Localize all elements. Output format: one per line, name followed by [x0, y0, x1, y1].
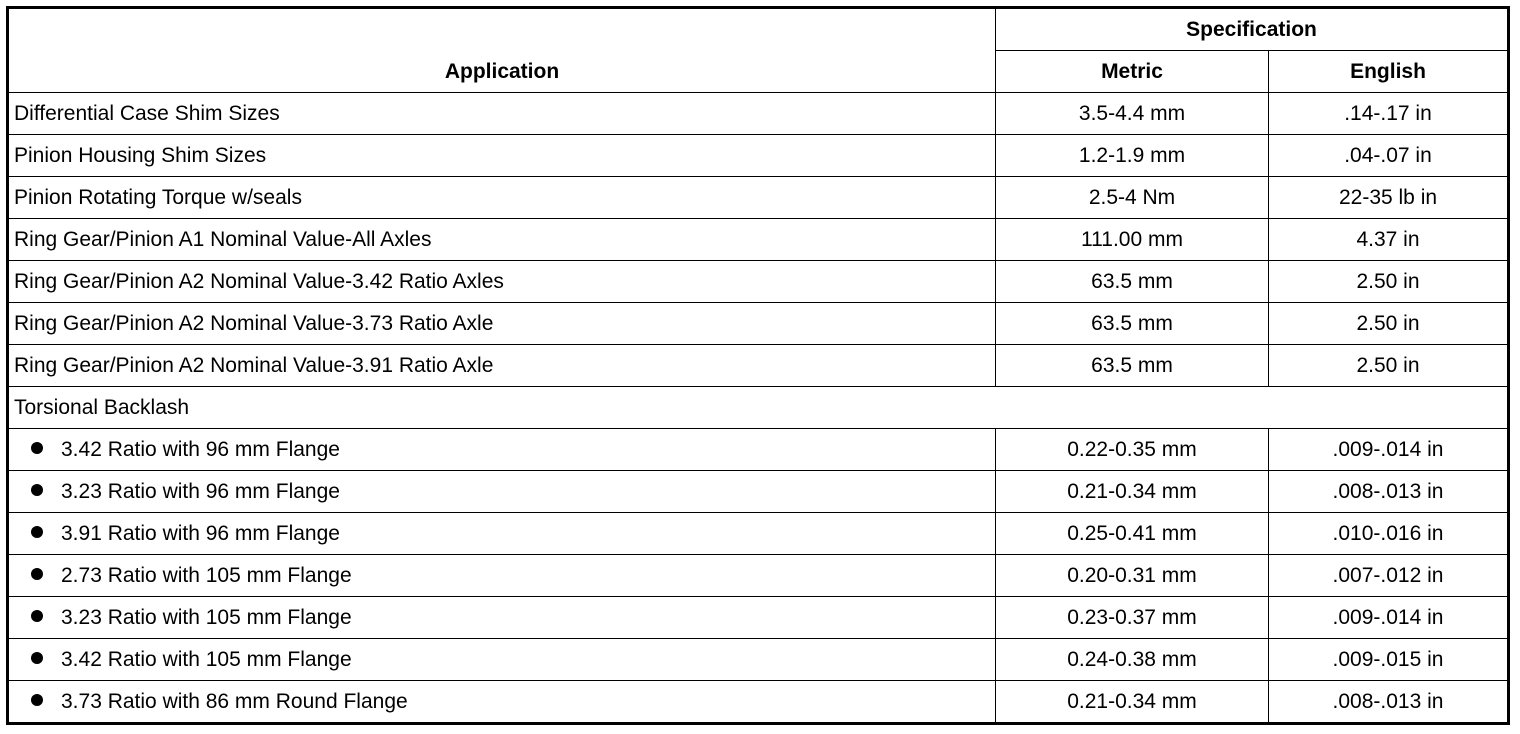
application-text: 3.42 Ratio with 96 mm Flange [61, 438, 340, 461]
table-row [8, 513, 1509, 555]
metric-cell: 111.00 mm [996, 219, 1269, 261]
table-row [8, 555, 1509, 597]
table-row [8, 681, 1509, 724]
application-cell [8, 429, 996, 471]
metric-cell: 0.20-0.31 mm [996, 555, 1269, 597]
table-row [8, 471, 1509, 513]
metric-cell: 63.5 mm [996, 261, 1269, 303]
table-row [8, 219, 1509, 261]
english-cell: 2.50 in [1269, 303, 1509, 345]
table-row [8, 135, 1509, 177]
table-row [8, 303, 1509, 345]
metric-cell: 0.25-0.41 mm [996, 513, 1269, 555]
application-cell: Ring Gear/Pinion A2 Nominal Value-3.91 Ratio Axle [8, 345, 996, 387]
application-cell: Pinion Rotating Torque w/seals [8, 177, 996, 219]
english-cell: .14-.17 in [1269, 93, 1509, 135]
metric-cell: 2.5-4 Nm [996, 177, 1269, 219]
table-row [8, 639, 1509, 681]
application-text: 3.23 Ratio with 105 mm Flange [61, 606, 352, 629]
application-cell [8, 555, 996, 597]
english-cell: 4.37 in [1269, 219, 1509, 261]
bullet-icon [31, 442, 43, 454]
english-cell: .008-.013 in [1269, 681, 1509, 724]
english-cell: .04-.07 in [1269, 135, 1509, 177]
section-title: Torsional Backlash [8, 387, 1509, 429]
table-header [8, 8, 1509, 93]
english-cell: .009-.014 in [1269, 597, 1509, 639]
application-text: 3.73 Ratio with 86 mm Round Flange [61, 690, 408, 713]
english-column-header: English [1269, 51, 1509, 93]
metric-cell: 0.21-0.34 mm [996, 471, 1269, 513]
table-row [8, 261, 1509, 303]
application-text: 2.73 Ratio with 105 mm Flange [61, 564, 352, 587]
metric-cell: 0.22-0.35 mm [996, 429, 1269, 471]
application-text: 3.91 Ratio with 96 mm Flange [61, 522, 340, 545]
application-cell: Ring Gear/Pinion A1 Nominal Value-All Axles [8, 219, 996, 261]
metric-cell: 0.21-0.34 mm [996, 681, 1269, 724]
metric-cell: 3.5-4.4 mm [996, 93, 1269, 135]
english-cell: .007-.012 in [1269, 555, 1509, 597]
specification-column-header: Specification [996, 8, 1509, 51]
metric-cell: 1.2-1.9 mm [996, 135, 1269, 177]
application-cell [8, 513, 996, 555]
metric-cell: 0.24-0.38 mm [996, 639, 1269, 681]
table-row [8, 93, 1509, 135]
metric-cell: 63.5 mm [996, 303, 1269, 345]
metric-column-header: Metric [996, 51, 1269, 93]
application-cell: Ring Gear/Pinion A2 Nominal Value-3.42 Ratio Axles [8, 261, 996, 303]
application-text: 3.42 Ratio with 105 mm Flange [61, 648, 352, 671]
application-cell [8, 597, 996, 639]
table-row [8, 429, 1509, 471]
english-cell: 2.50 in [1269, 345, 1509, 387]
application-cell: Pinion Housing Shim Sizes [8, 135, 996, 177]
english-cell: 22-35 lb in [1269, 177, 1509, 219]
table-row [8, 345, 1509, 387]
table-row [8, 177, 1509, 219]
application-cell [8, 681, 996, 724]
table-row [8, 597, 1509, 639]
application-cell: Ring Gear/Pinion A2 Nominal Value-3.73 Ratio Axle [8, 303, 996, 345]
table-body [8, 93, 1509, 724]
metric-cell: 0.23-0.37 mm [996, 597, 1269, 639]
application-column-header: Application [8, 8, 996, 93]
english-cell: .009-.014 in [1269, 429, 1509, 471]
english-cell: .008-.013 in [1269, 471, 1509, 513]
english-cell: 2.50 in [1269, 261, 1509, 303]
bullet-icon [31, 568, 43, 580]
section-header-row [8, 387, 1509, 429]
application-cell [8, 471, 996, 513]
application-cell [8, 639, 996, 681]
application-cell: Differential Case Shim Sizes [8, 93, 996, 135]
bullet-icon [31, 694, 43, 706]
bullet-icon [31, 652, 43, 664]
english-cell: .010-.016 in [1269, 513, 1509, 555]
metric-cell: 63.5 mm [996, 345, 1269, 387]
english-cell: .009-.015 in [1269, 639, 1509, 681]
bullet-icon [31, 610, 43, 622]
bullet-icon [31, 484, 43, 496]
application-text: 3.23 Ratio with 96 mm Flange [61, 480, 340, 503]
bullet-icon [31, 526, 43, 538]
specification-table [6, 6, 1510, 725]
